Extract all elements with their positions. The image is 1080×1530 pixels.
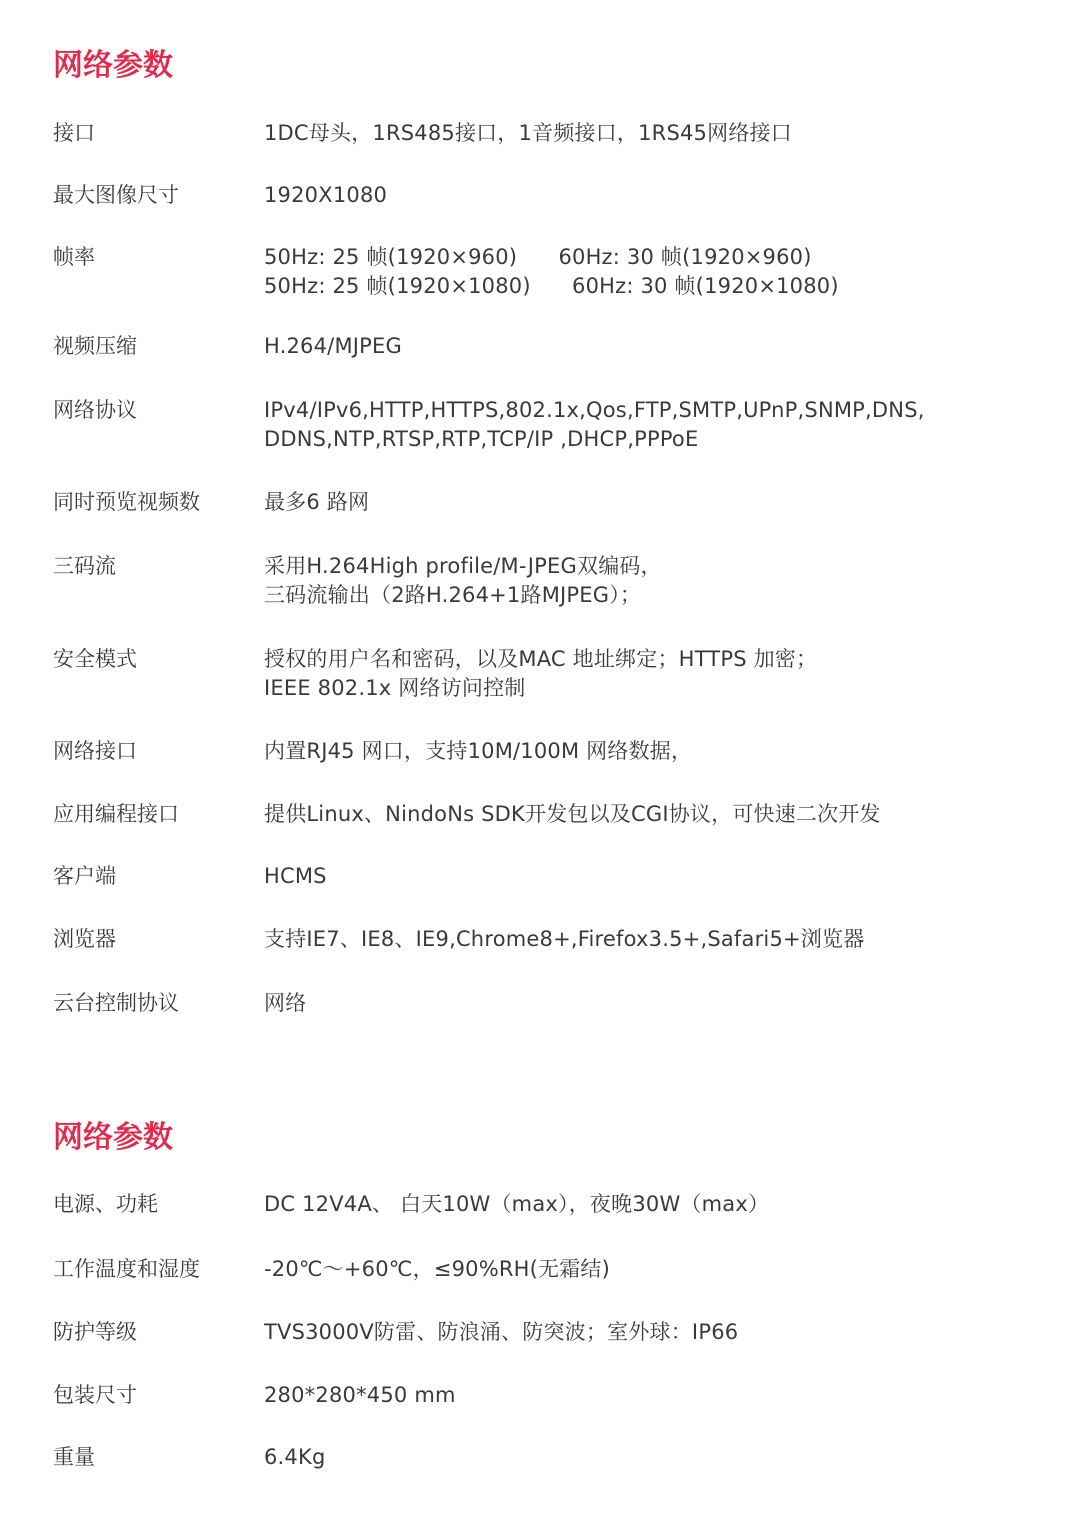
spec-value-line: TVS3000V防雷、防浪涌、防突波；室外球：IP66 [264, 1320, 739, 1344]
spec-label: 接口 [53, 121, 95, 145]
spec-label: 防护等级 [53, 1320, 137, 1344]
spec-label: 重量 [53, 1445, 95, 1469]
spec-value-line: 6.4Kg [264, 1445, 326, 1469]
spec-label: 网络协议 [53, 398, 137, 422]
spec-value [264, 645, 1024, 703]
spec-value-line: -20℃～+60℃，≤90%RH(无霜结) [264, 1257, 611, 1281]
spec-value-line: 授权的用户名和密码，以及MAC 地址绑定；HTTPS 加密； [264, 647, 818, 671]
spec-value-line: HCMS [264, 864, 327, 888]
spec-value [264, 862, 1024, 891]
spec-value [264, 800, 1024, 829]
spec-value [264, 243, 1024, 301]
spec-value [264, 737, 1024, 766]
spec-label: 浏览器 [53, 927, 116, 951]
spec-label: 最大图像尺寸 [53, 183, 179, 207]
spec-label: 网络接口 [53, 739, 137, 763]
spec-value [264, 1190, 1024, 1219]
spec-value [264, 181, 1024, 210]
spec-value [264, 1381, 1024, 1410]
spec-value-line: 采用H.264High profile/M-JPEG双编码， [264, 554, 662, 578]
spec-value [264, 488, 1024, 517]
section-title: 网络参数 [53, 1120, 173, 1155]
spec-label: 工作温度和湿度 [53, 1257, 200, 1281]
spec-value-line: 提供Linux、NindoNs SDK开发包以及CGI协议，可快速二次开发 [264, 802, 881, 826]
spec-value-line: DDNS,NTP,RTSP,RTP,TCP/IP ,DHCP,PPPoE [264, 427, 699, 451]
spec-label: 客户端 [53, 864, 116, 888]
spec-value-line: 1DC母头，1RS485接口，1音频接口，1RS45网络接口 [264, 121, 792, 145]
spec-label: 视频压缩 [53, 334, 137, 358]
spec-value [264, 989, 1024, 1018]
spec-value [264, 1318, 1024, 1347]
section-title: 网络参数 [53, 48, 173, 83]
spec-value [264, 1255, 1024, 1284]
spec-label: 帧率 [53, 245, 95, 269]
spec-value-line: 50Hz: 25 帧(1920×1080) 60Hz: 30 帧(1920×1080) [264, 274, 839, 298]
spec-value-line: 280*280*450 mm [264, 1383, 456, 1407]
spec-value-line: 内置RJ45 网口，支持10M/100M 网络数据， [264, 739, 693, 763]
spec-value-line: DC 12V4A、 白天10W（max），夜晚30W（max） [264, 1192, 770, 1216]
spec-label: 电源、功耗 [53, 1192, 158, 1216]
spec-value [264, 332, 1024, 361]
spec-label: 安全模式 [53, 647, 137, 671]
spec-label: 云台控制协议 [53, 991, 179, 1015]
spec-value-line: IEEE 802.1x 网络访问控制 [264, 676, 526, 700]
spec-value-line: 三码流输出（2路H.264+1路MJPEG）； [264, 583, 642, 607]
spec-value [264, 552, 1024, 610]
spec-value-line: 50Hz: 25 帧(1920×960) 60Hz: 30 帧(1920×960) [264, 245, 812, 269]
spec-value [264, 119, 1024, 148]
spec-value-line: 最多6 路网 [264, 490, 370, 514]
spec-value [264, 925, 1024, 954]
spec-value-line: 网络 [264, 991, 307, 1015]
spec-label: 应用编程接口 [53, 802, 179, 826]
spec-value-line: IPv4/IPv6,HTTP,HTTPS,802.1x,Qos,FTP,SMTP,UPnP,SNMP,DNS, [264, 398, 925, 422]
spec-value [264, 396, 1024, 454]
spec-label: 同时预览视频数 [53, 490, 200, 514]
spec-value-line: 支持IE7、IE8、IE9,Chrome8+,Firefox3.5+,Safari5+浏览器 [264, 927, 865, 951]
spec-label: 三码流 [53, 554, 116, 578]
spec-value [264, 1443, 1024, 1472]
spec-value-line: 1920X1080 [264, 183, 388, 207]
spec-value-line: H.264/MJPEG [264, 334, 402, 358]
spec-label: 包装尺寸 [53, 1383, 137, 1407]
